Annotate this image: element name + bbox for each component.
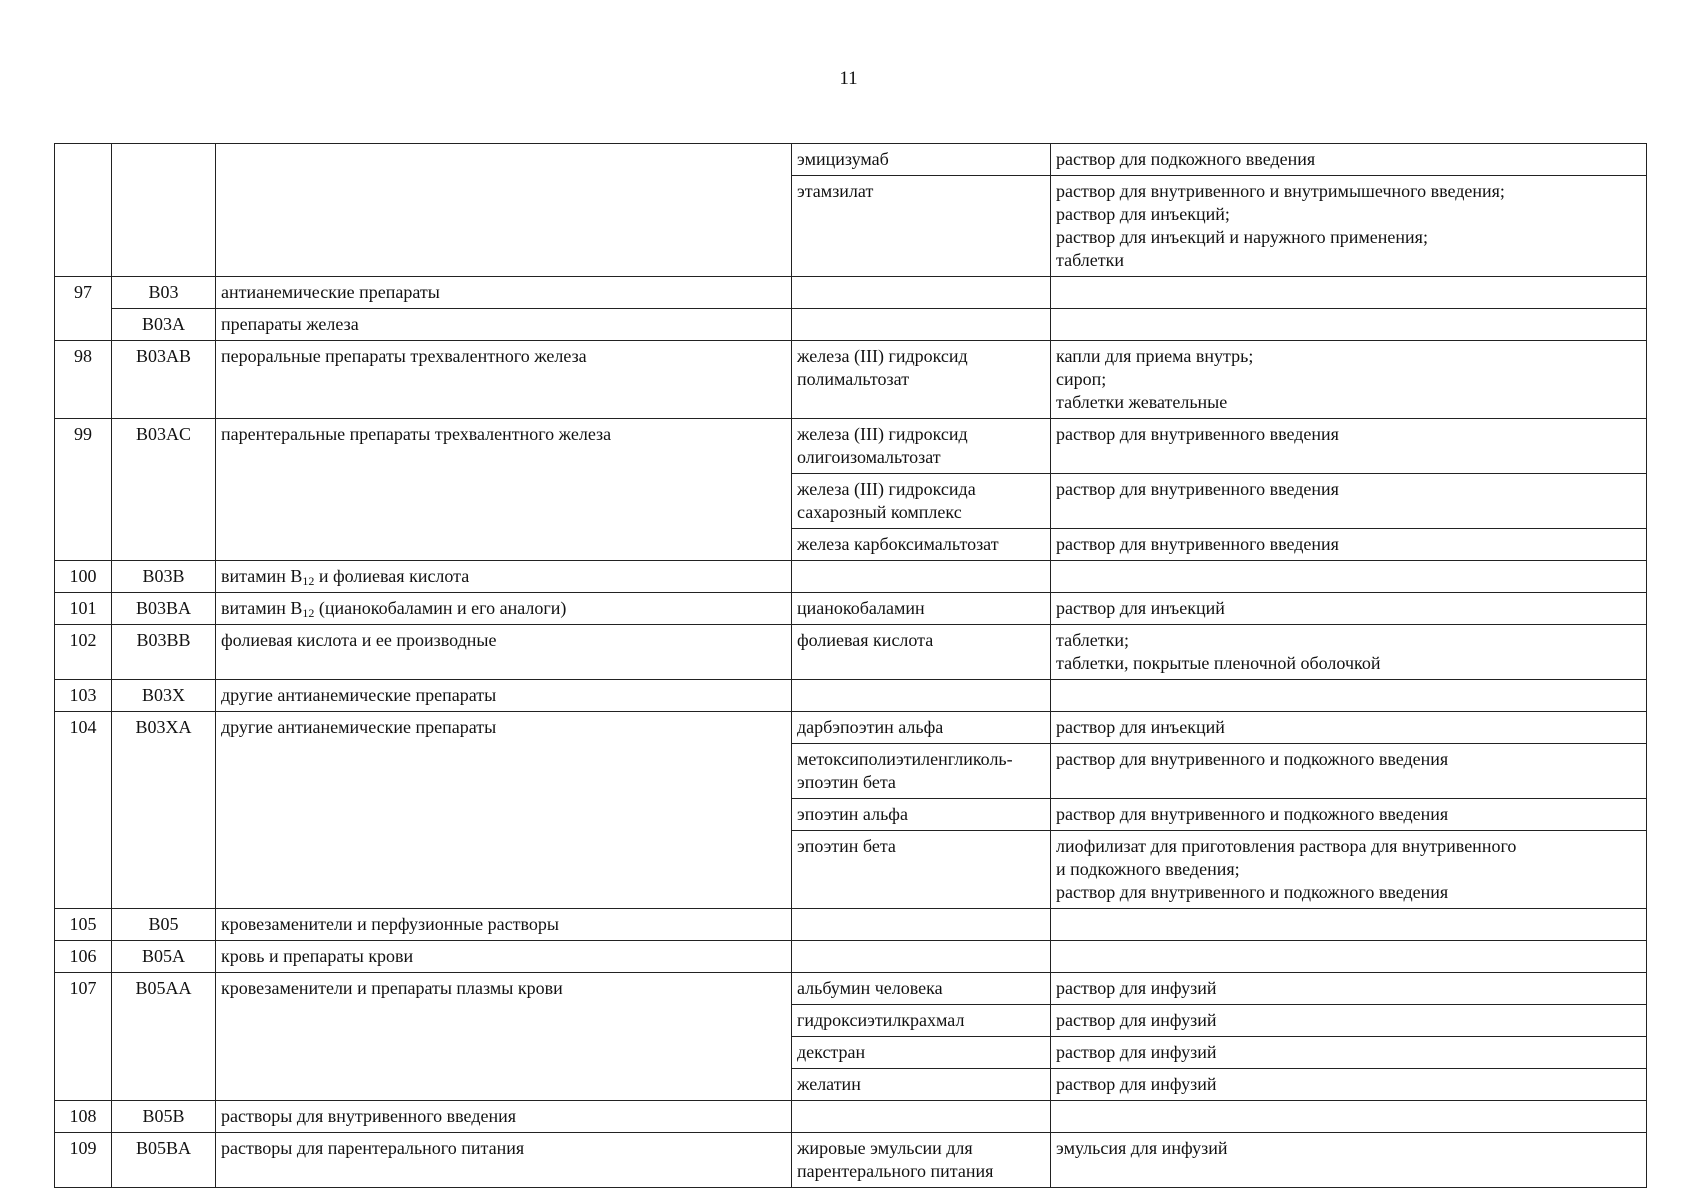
group-name-cell: пероральные препараты трехвалентного железа (216, 341, 792, 419)
text-line: раствор для внутривенного и внутримышечного введения; (1056, 181, 1505, 201)
text-line: железа (III) гидроксид (797, 424, 968, 444)
text-line: раствор для внутривенного и подкожного введения (1056, 804, 1449, 824)
text-line: таблетки жевательные (1056, 392, 1228, 412)
dosage-form-cell (1051, 831, 1647, 909)
drug-name-cell (792, 593, 1051, 625)
dosage-form-cell (1051, 529, 1647, 561)
text-line: эпоэтин бета (797, 836, 896, 856)
text-line: сироп; (1056, 369, 1107, 389)
atc-code-cell: B03B (112, 561, 216, 593)
group-name-cell: парентеральные препараты трехвалентного железа (216, 419, 792, 561)
group-name-cell: растворы для парентерального питания (216, 1133, 792, 1188)
group-name-text: (цианокобаламин и его аналоги) (314, 598, 567, 618)
group-name-text: и фолиевая кислота (314, 566, 470, 586)
drug-name-cell (792, 831, 1051, 909)
table-row (55, 419, 1647, 474)
drug-name-cell (792, 712, 1051, 744)
drug-name-cell (792, 277, 1051, 309)
drug-name-cell (792, 680, 1051, 712)
table-row (55, 1133, 1647, 1188)
drug-name-cell (792, 1037, 1051, 1069)
drug-name-cell (792, 1133, 1051, 1188)
group-name-cell (216, 144, 792, 277)
text-line: таблетки, покрытые пленочной оболочкой (1056, 653, 1381, 673)
text-line: эпоэтин альфа (797, 804, 908, 824)
row-number-cell: 105 (55, 909, 112, 941)
group-name-cell: другие антианемические препараты (216, 680, 792, 712)
group-name-cell: кровезаменители и перфузионные растворы (216, 909, 792, 941)
text-line: метоксиполиэтиленгликоль- (797, 749, 1013, 769)
table-row (55, 909, 1647, 941)
drug-name-cell (792, 625, 1051, 680)
text-line: цианокобаламин (797, 598, 925, 618)
drug-name-cell (792, 973, 1051, 1005)
drug-name-cell (792, 744, 1051, 799)
dosage-form-cell (1051, 941, 1647, 973)
text-line: раствор для инфузий (1056, 1074, 1217, 1094)
table-row (55, 712, 1647, 744)
group-name-cell (216, 593, 792, 625)
drug-name-cell (792, 419, 1051, 474)
atc-code-cell: B03XA (112, 712, 216, 909)
drug-name-cell (792, 474, 1051, 529)
dosage-form-cell (1051, 593, 1647, 625)
drug-name-cell (792, 1005, 1051, 1037)
table-row (55, 341, 1647, 419)
dosage-form-cell (1051, 1005, 1647, 1037)
text-line: таблетки; (1056, 630, 1130, 650)
table-row (55, 144, 1647, 176)
text-line: лиофилизат для приготовления раствора для внутривенного (1056, 836, 1517, 856)
text-line: и подкожного введения; (1056, 859, 1240, 879)
drug-name-cell (792, 1101, 1051, 1133)
text-line: железа (III) гидроксид (797, 346, 968, 366)
row-number-cell: 107 (55, 973, 112, 1101)
text-line: раствор для инфузий (1056, 978, 1217, 998)
group-name-cell: другие антианемические препараты (216, 712, 792, 909)
row-number-cell: 102 (55, 625, 112, 680)
atc-code-cell: B03BA (112, 593, 216, 625)
row-number-cell: 106 (55, 941, 112, 973)
dosage-form-cell (1051, 1069, 1647, 1101)
text-line: раствор для инъекций; (1056, 204, 1230, 224)
drug-name-cell (792, 341, 1051, 419)
text-line: фолиевая кислота (797, 630, 934, 650)
text-line: раствор для внутривенного введения (1056, 424, 1339, 444)
dosage-form-cell (1051, 625, 1647, 680)
group-name-subscript: 12 (302, 606, 315, 620)
drug-name-cell (792, 799, 1051, 831)
row-number-cell: 101 (55, 593, 112, 625)
dosage-form-cell (1051, 973, 1647, 1005)
row-number-cell: 109 (55, 1133, 112, 1188)
atc-code-cell: B05BA (112, 1133, 216, 1188)
table-row (55, 309, 1647, 341)
drug-list-table (54, 143, 1647, 1188)
text-line: раствор для внутривенного и подкожного введения (1056, 882, 1449, 902)
text-line: железа карбоксимальтозат (797, 534, 999, 554)
row-number-cell: 98 (55, 341, 112, 419)
group-name-cell (216, 561, 792, 593)
group-name-text: витамин B (221, 598, 303, 618)
group-name-cell: фолиевая кислота и ее производные (216, 625, 792, 680)
text-line: дарбэпоэтин альфа (797, 717, 944, 737)
text-line: раствор для подкожного введения (1056, 149, 1316, 169)
dosage-form-cell (1051, 680, 1647, 712)
dosage-form-cell (1051, 144, 1647, 176)
dosage-form-cell (1051, 744, 1647, 799)
dosage-form-cell (1051, 176, 1647, 277)
table-row (55, 277, 1647, 309)
text-line: жировые эмульсии для (797, 1138, 973, 1158)
table-row (55, 561, 1647, 593)
atc-code-cell: B05AA (112, 973, 216, 1101)
atc-code-cell: B03X (112, 680, 216, 712)
dosage-form-cell (1051, 799, 1647, 831)
dosage-form-cell (1051, 909, 1647, 941)
dosage-form-cell (1051, 1101, 1647, 1133)
drug-name-cell (792, 309, 1051, 341)
atc-code-cell: B05A (112, 941, 216, 973)
dosage-form-cell (1051, 419, 1647, 474)
text-line: декстран (797, 1042, 866, 1062)
dosage-form-cell (1051, 474, 1647, 529)
table-body (55, 144, 1647, 1188)
table-row (55, 1101, 1647, 1133)
text-line: раствор для инфузий (1056, 1042, 1217, 1062)
text-line: желатин (797, 1074, 861, 1094)
atc-code-cell: B03A (112, 309, 216, 341)
dosage-form-cell (1051, 309, 1647, 341)
text-line: раствор для инфузий (1056, 1010, 1217, 1030)
dosage-form-cell (1051, 1037, 1647, 1069)
text-line: раствор для внутривенного и подкожного введения (1056, 749, 1449, 769)
text-line: раствор для инъекций (1056, 717, 1225, 737)
table-row (55, 625, 1647, 680)
drug-name-cell (792, 941, 1051, 973)
table-row (55, 593, 1647, 625)
drug-name-cell (792, 1069, 1051, 1101)
group-name-text: витамин B (221, 566, 303, 586)
dosage-form-cell (1051, 561, 1647, 593)
row-number-cell: 100 (55, 561, 112, 593)
drug-name-cell (792, 176, 1051, 277)
group-name-cell: кровь и препараты крови (216, 941, 792, 973)
atc-code-cell: B03AB (112, 341, 216, 419)
text-line: гидроксиэтилкрахмал (797, 1010, 965, 1030)
drug-name-cell (792, 561, 1051, 593)
text-line: эмульсия для инфузий (1056, 1138, 1228, 1158)
dosage-form-cell (1051, 277, 1647, 309)
group-name-cell: растворы для внутривенного введения (216, 1101, 792, 1133)
page-number: 11 (839, 68, 858, 89)
text-line: сахарозный комплекс (797, 502, 962, 522)
row-number-cell (55, 144, 112, 277)
dosage-form-cell (1051, 1133, 1647, 1188)
text-line: этамзилат (797, 181, 874, 201)
text-line: олигоизомальтозат (797, 447, 941, 467)
text-line: железа (III) гидроксида (797, 479, 976, 499)
text-line: раствор для внутривенного введения (1056, 534, 1339, 554)
row-number-cell: 103 (55, 680, 112, 712)
table-row (55, 973, 1647, 1005)
text-line: эпоэтин бета (797, 772, 896, 792)
row-number-cell: 108 (55, 1101, 112, 1133)
group-name-subscript: 12 (302, 574, 315, 588)
group-name-cell: кровезаменители и препараты плазмы крови (216, 973, 792, 1101)
drug-name-cell (792, 144, 1051, 176)
atc-code-cell (112, 144, 216, 277)
text-line: эмицизумаб (797, 149, 889, 169)
text-line: таблетки (1056, 250, 1125, 270)
text-line: раствор для инъекций (1056, 598, 1225, 618)
dosage-form-cell (1051, 341, 1647, 419)
atc-code-cell: B03BB (112, 625, 216, 680)
row-number-cell: 97 (55, 277, 112, 341)
text-line: альбумин человека (797, 978, 943, 998)
drug-name-cell (792, 909, 1051, 941)
drug-name-cell (792, 529, 1051, 561)
atc-code-cell: B05B (112, 1101, 216, 1133)
table-row (55, 680, 1647, 712)
table-row (55, 941, 1647, 973)
row-number-cell: 99 (55, 419, 112, 561)
text-line: раствор для инъекций и наружного применения; (1056, 227, 1428, 247)
text-line: полимальтозат (797, 369, 910, 389)
dosage-form-cell (1051, 712, 1647, 744)
atc-code-cell: B05 (112, 909, 216, 941)
atc-code-cell: B03AC (112, 419, 216, 561)
text-line: парентерального питания (797, 1161, 994, 1181)
text-line: раствор для внутривенного введения (1056, 479, 1339, 499)
row-number-cell: 104 (55, 712, 112, 909)
atc-code-cell: B03 (112, 277, 216, 309)
group-name-cell: антианемические препараты (216, 277, 792, 309)
text-line: капли для приема внутрь; (1056, 346, 1254, 366)
group-name-cell: препараты железа (216, 309, 792, 341)
